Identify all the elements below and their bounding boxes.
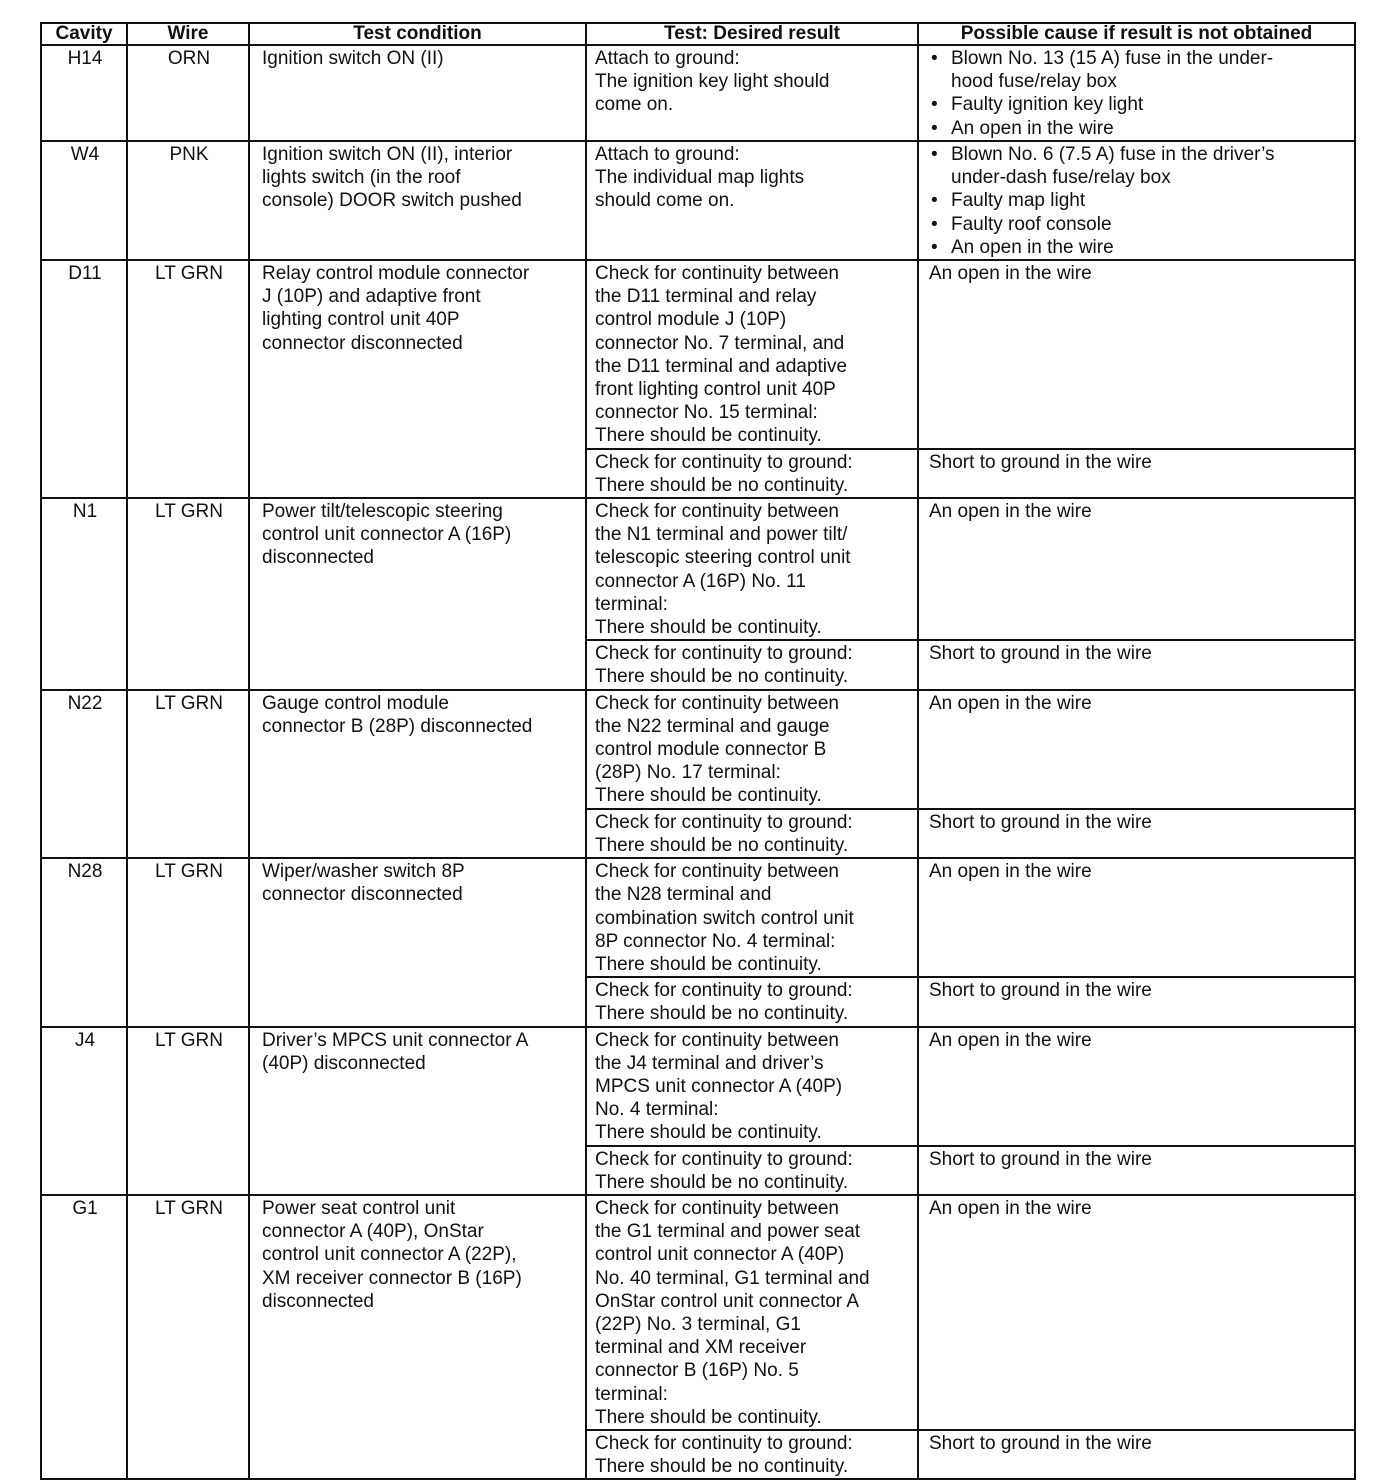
text-line: control unit connector A (22P), (262, 1244, 517, 1266)
text-line: control module connector B (595, 739, 827, 761)
text-line: No. 4 terminal: (595, 1099, 719, 1121)
text-line: control module J (10P) (595, 309, 787, 331)
text-line: There should be continuity. (595, 617, 822, 639)
desired-result-cell (586, 141, 918, 260)
table-row (41, 1027, 1355, 1146)
text-line: OnStar control unit connector A (595, 1290, 860, 1312)
table-row (41, 690, 1355, 809)
cavity-cell: W4 (41, 141, 127, 260)
text-line: Power seat control unit (262, 1197, 456, 1219)
wire-color-cell: LT GRN (127, 1027, 249, 1195)
possible-cause-cell: Short to ground in the wire (918, 1146, 1355, 1195)
text-line: telescopic steering control unit (595, 547, 851, 569)
cause-list-item (929, 117, 1346, 140)
text-line: Attach to ground: (595, 48, 740, 69)
text-line: terminal: (595, 1383, 668, 1405)
desired-result-cell (586, 260, 918, 449)
possible-cause-cell: Short to ground in the wire (918, 809, 1355, 858)
wire-color-cell: LT GRN (127, 690, 249, 858)
text-line: Attach to ground: (595, 144, 740, 165)
possible-cause-cell: Short to ground in the wire (918, 640, 1355, 689)
text-line: disconnected (262, 547, 374, 569)
text-line: the J4 terminal and driver’s (595, 1052, 824, 1074)
table-row (41, 141, 1355, 260)
text-line: Check for continuity to ground: (595, 643, 853, 665)
text-line: • Faulty ignition key light (951, 94, 1144, 116)
header-desired-result: Test: Desired result (586, 23, 918, 45)
test-condition-cell (249, 1195, 586, 1479)
text-line: There should be no continuity. (595, 1456, 849, 1478)
text-line: There should be continuity. (595, 1122, 822, 1144)
text-line: Gauge control module (262, 692, 449, 714)
text-line: Check for continuity to ground: (595, 1432, 853, 1454)
text-line: (40P) disconnected (262, 1052, 426, 1074)
header-cavity: Cavity (41, 23, 127, 45)
desired-result-cell (586, 858, 918, 977)
text-line: Check for continuity to ground: (595, 811, 853, 833)
table-row (41, 1195, 1355, 1430)
text-line: The ignition key light should (595, 71, 830, 93)
text-line: • Blown No. 13 (15 A) fuse in the under- (951, 48, 1274, 69)
table-row (41, 260, 1355, 449)
header-possible-cause: Possible cause if result is not obtained (918, 23, 1355, 45)
header-test-condition: Test condition (249, 23, 586, 45)
text-line: There should be continuity. (595, 425, 822, 447)
test-condition-cell (249, 141, 586, 260)
wire-color-cell: ORN (127, 45, 249, 141)
test-condition-cell (249, 260, 586, 498)
desired-result-cell (586, 498, 918, 640)
cause-list (929, 143, 1346, 259)
text-line: the N28 terminal and (595, 884, 772, 906)
text-line: Power tilt/telescopic steering (262, 501, 503, 523)
test-condition-cell (249, 498, 586, 690)
test-condition-cell (249, 1027, 586, 1195)
possible-cause-cell: An open in the wire (918, 1195, 1355, 1430)
text-line: connector A (16P) No. 11 (595, 570, 806, 592)
text-line: lighting control unit 40P (262, 309, 460, 331)
text-line: There should be no continuity. (595, 1003, 849, 1025)
test-condition-cell (249, 858, 586, 1026)
text-line: • Faulty map light (951, 190, 1086, 212)
desired-result-cell (586, 640, 918, 689)
text-line: Check for continuity to ground: (595, 451, 853, 473)
desired-result-cell (586, 1430, 918, 1479)
text-line: There should be continuity. (595, 785, 822, 807)
text-line: disconnected (262, 1290, 374, 1312)
text-line: Check for continuity to ground: (595, 980, 853, 1002)
text-line: console) DOOR switch pushed (262, 190, 522, 212)
desired-result-cell (586, 449, 918, 498)
text-line: XM receiver connector B (16P) (262, 1267, 522, 1289)
text-line: There should be continuity. (595, 1406, 822, 1428)
text-line: Check for continuity between (595, 1029, 839, 1051)
desired-result-cell (586, 977, 918, 1026)
text-line: No. 40 terminal, G1 terminal and (595, 1267, 870, 1289)
text-line: Check for continuity between (595, 1197, 839, 1219)
text-line: terminal and XM receiver (595, 1337, 807, 1359)
text-line: (22P) No. 3 terminal, G1 (595, 1313, 801, 1335)
wire-color-cell: LT GRN (127, 858, 249, 1026)
cavity-cell: N1 (41, 498, 127, 690)
cavity-cell: G1 (41, 1195, 127, 1479)
text-line: There should be no continuity. (595, 666, 849, 688)
text-line: There should be no continuity. (595, 834, 849, 856)
table-row (41, 45, 1355, 141)
cavity-cell: N22 (41, 690, 127, 858)
possible-cause-cell: Short to ground in the wire (918, 977, 1355, 1026)
table-row (41, 858, 1355, 977)
text-line: MPCS unit connector A (40P) (595, 1075, 843, 1097)
desired-result-cell (586, 1027, 918, 1146)
cavity-cell: D11 (41, 260, 127, 498)
text-line: Check for continuity between (595, 692, 839, 714)
possible-cause-cell: Short to ground in the wire (918, 1430, 1355, 1479)
text-line: There should be no continuity. (595, 1171, 849, 1193)
text-line: • Faulty roof console (951, 213, 1112, 235)
text-line: Check for continuity between (595, 263, 839, 285)
possible-cause-cell: An open in the wire (918, 690, 1355, 809)
text-line: connector disconnected (262, 332, 463, 354)
text-line: Relay control module connector (262, 263, 530, 285)
wire-color-cell: LT GRN (127, 1195, 249, 1479)
text-line: • Blown No. 6 (7.5 A) fuse in the driver’s (951, 144, 1275, 165)
possible-cause-cell: An open in the wire (918, 260, 1355, 449)
possible-cause-cell: An open in the wire (918, 498, 1355, 640)
text-line: the N1 terminal and power tilt/ (595, 524, 848, 546)
cause-list-item (929, 47, 1346, 93)
text-line: lights switch (in the roof (262, 167, 461, 189)
text-line: 8P connector No. 4 terminal: (595, 930, 836, 952)
cavity-cell: J4 (41, 1027, 127, 1195)
text-line: the N22 terminal and gauge (595, 715, 830, 737)
text-line: terminal: (595, 593, 668, 615)
wire-color-cell: LT GRN (127, 498, 249, 690)
desired-result-cell (586, 690, 918, 809)
text-line: Driver’s MPCS unit connector A (262, 1029, 529, 1051)
text-line: connector B (16P) No. 5 (595, 1360, 799, 1382)
possible-cause-cell: Short to ground in the wire (918, 449, 1355, 498)
possible-cause-cell: An open in the wire (918, 858, 1355, 977)
test-condition-cell (249, 45, 586, 141)
text-line: combination switch control unit (595, 907, 854, 929)
text-line: Wiper/washer switch 8P (262, 861, 465, 883)
text-line: the G1 terminal and power seat (595, 1221, 861, 1243)
cause-list-item (929, 236, 1346, 259)
text-line: There should be continuity. (595, 953, 822, 975)
test-condition-cell (249, 690, 586, 858)
wire-color-cell: LT GRN (127, 260, 249, 498)
desired-result-cell (586, 45, 918, 141)
text-line: Ignition switch ON (II), interior (262, 144, 513, 165)
text-line: connector No. 7 terminal, and (595, 332, 845, 354)
text-line: Ignition switch ON (II) (262, 48, 444, 69)
wire-test-table (40, 22, 1356, 1480)
table-row (41, 498, 1355, 640)
text-line: The individual map lights (595, 167, 805, 189)
text-line: • An open in the wire (951, 236, 1114, 258)
cavity-cell: H14 (41, 45, 127, 141)
text-line: Check for continuity between (595, 861, 839, 883)
text-line: connector No. 15 terminal: (595, 402, 818, 424)
text-line: the D11 terminal and relay (595, 286, 817, 308)
header-wire: Wire (127, 23, 249, 45)
possible-cause-cell (918, 141, 1355, 260)
possible-cause-cell (918, 45, 1355, 141)
text-line: connector B (28P) disconnected (262, 715, 533, 737)
cause-list-item (929, 143, 1346, 189)
cavity-cell: N28 (41, 858, 127, 1026)
text-line: control unit connector A (16P) (262, 524, 512, 546)
header-row (41, 23, 1355, 45)
text-line: hood fuse/relay box (951, 71, 1117, 93)
possible-cause-cell: An open in the wire (918, 1027, 1355, 1146)
text-line: connector A (40P), OnStar (262, 1221, 484, 1243)
text-line: the D11 terminal and adaptive (595, 355, 848, 377)
wire-color-cell: PNK (127, 141, 249, 260)
text-line: control unit connector A (40P) (595, 1244, 845, 1266)
text-line: should come on. (595, 190, 735, 212)
text-line: under-dash fuse/relay box (951, 167, 1171, 189)
cause-list-item (929, 189, 1346, 212)
desired-result-cell (586, 1146, 918, 1195)
table-body (41, 45, 1355, 1479)
text-line: Check for continuity to ground: (595, 1148, 853, 1170)
desired-result-cell (586, 1195, 918, 1430)
text-line: Check for continuity between (595, 501, 839, 523)
cause-list (929, 47, 1346, 140)
text-line: (28P) No. 17 terminal: (595, 762, 781, 784)
cause-list-item (929, 93, 1346, 116)
text-line: • An open in the wire (951, 117, 1114, 139)
text-line: connector disconnected (262, 884, 463, 906)
text-line: J (10P) and adaptive front (262, 286, 481, 308)
text-line: front lighting control unit 40P (595, 379, 836, 401)
cause-list-item (929, 213, 1346, 236)
text-line: There should be no continuity. (595, 474, 849, 496)
desired-result-cell (586, 809, 918, 858)
text-line: come on. (595, 94, 674, 116)
